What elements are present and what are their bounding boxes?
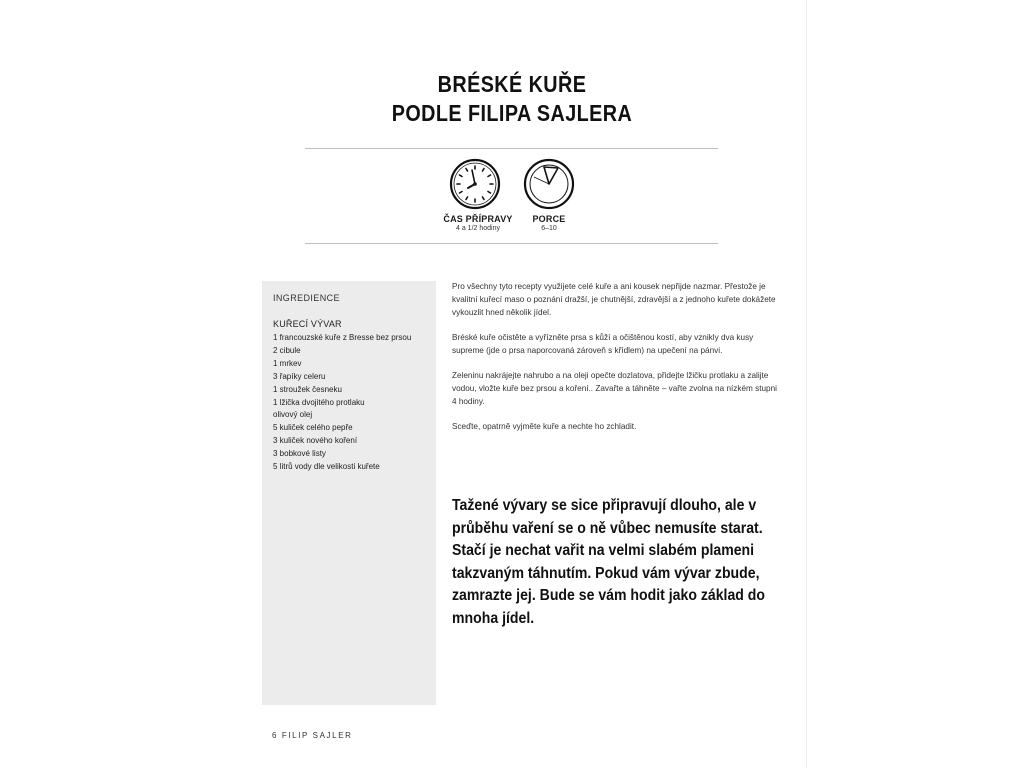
ingredient-item: 1 francouzské kuře z Bresse bez prsou <box>273 333 412 342</box>
portion-label: PORCE <box>532 214 566 224</box>
plate-portion-icon <box>522 157 576 211</box>
ingredient-item: 1 mrkev <box>273 358 302 368</box>
portion-value: 6–10 <box>541 225 557 232</box>
ingredient-item: 3 kuliček nového koření <box>273 436 358 446</box>
page-footer: 6 FILIP SAJLER <box>272 731 353 740</box>
ingredient-item: 3 řapíky celeru <box>273 371 326 381</box>
top-divider <box>305 148 718 149</box>
recipe-title-line-1: BRÉSKÉ KUŘE <box>437 71 587 97</box>
ingredient-item: olivový olej <box>273 410 313 420</box>
recipe-instructions <box>452 280 782 445</box>
bottom-divider <box>305 243 718 244</box>
ingredients-subheading: KUŘECÍ VÝVAR <box>273 319 342 329</box>
portion-info <box>504 214 594 232</box>
ingredient-item: 2 cibule <box>273 345 301 355</box>
instruction-paragraph: Sceďte, opatrně vyjměte kuře a nechte ho zchladit. <box>452 422 637 431</box>
prep-time-value: 4 a 1/2 hodiny <box>456 225 500 232</box>
ingredient-item: 3 bobkové listy <box>273 449 326 459</box>
prep-time-label: ČAS PŘÍPRAVY <box>443 214 513 224</box>
instruction-paragraph: Pro všechny tyto recepty využijete celé kuře a ani kousek nepřijde nazmar. Přestože je kvalitní kuřecí maso o poznání dražší, je chutnější, zdravější a z jednoho kuřete dokážete vykouzlit hned několik jídel. <box>452 282 776 317</box>
recipe-title <box>72 70 953 128</box>
ingredient-item: 1 lžička dvojitého protlaku <box>273 397 365 407</box>
clock-icon <box>448 157 502 211</box>
pull-quote: Tažené vývary se sice připravují dlouho, ale v průběhu vaření se o ně vůbec nemusíte starat. Stačí je nechat vařit na velmi slabém plameni takzvaným táhnutím. Pokud vám vývar zbude, zamrazte jej. Bude se vám hodit jako základ do mnoha jídel. <box>452 497 765 627</box>
ingredients-sidebar <box>262 281 436 705</box>
instruction-paragraph: Bréské kuře očistěte a vyřízněte prsa s kůží a očištěnou kostí, aby vznikly dva kusy supreme (jde o prsa naporcovaná zároveň s křídlem) na upečení na pánvi. <box>452 333 754 355</box>
ingredients-heading: INGREDIENCE <box>273 293 340 303</box>
ingredient-item: 5 kuliček celého pepře <box>273 423 353 433</box>
ingredient-item: 5 litrů vody dle velikosti kuřete <box>273 462 380 472</box>
instruction-paragraph: Zeleninu nakrájejte nahrubo a na oleji opečte dozlatova, přidejte lžičku protlaku a zalijte vodou, vložte kuře bez prsou a koření.. Zavařte a táhněte – vařte zvolna na nízkém stupni 4 hodiny. <box>452 371 777 406</box>
ingredient-item: 1 stroužek česneku <box>273 384 342 394</box>
recipe-title-line-2: PODLE FILIPA SAJLERA <box>391 100 633 126</box>
ingredients-list <box>273 332 431 474</box>
